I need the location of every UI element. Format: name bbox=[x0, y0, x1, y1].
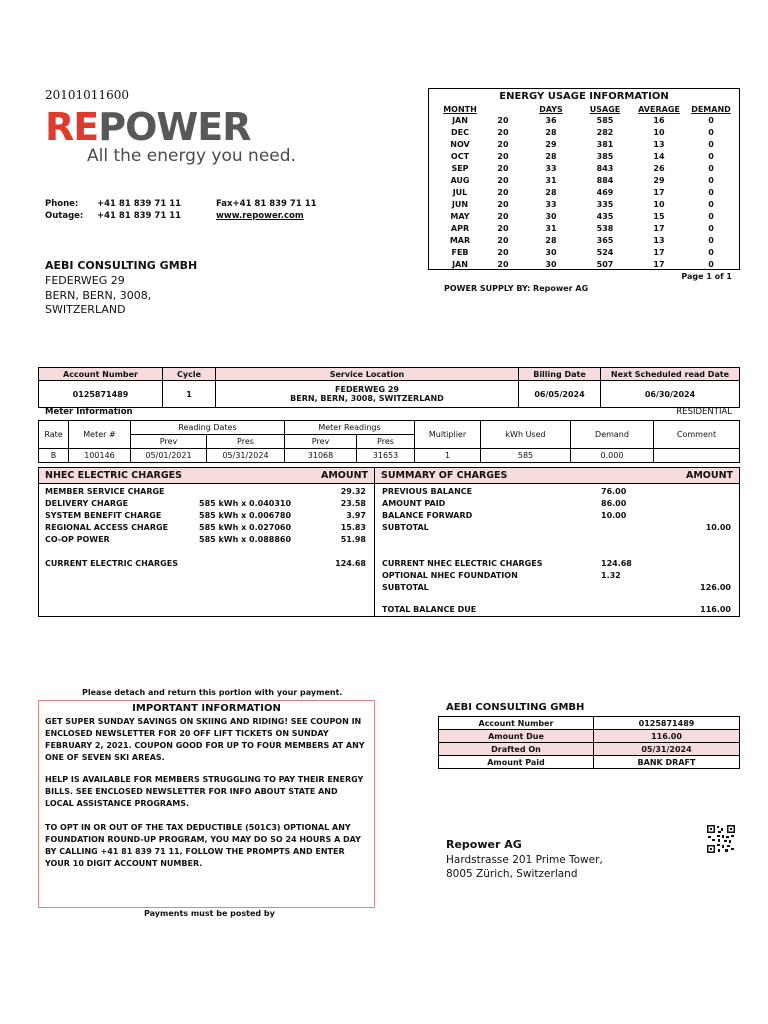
amount-due: 116.00 bbox=[594, 730, 740, 743]
comment-header: Comment bbox=[654, 421, 740, 449]
amount-due-label: Amount Due bbox=[439, 730, 594, 743]
charge-label: MEMBER SERVICE CHARGE bbox=[45, 487, 165, 496]
amount-paid-label: AMOUNT PAID bbox=[382, 499, 446, 508]
prev-date-header: Prev bbox=[131, 435, 207, 449]
usage-col-month: MONTH bbox=[443, 105, 477, 114]
usage-cell: OCT bbox=[450, 152, 470, 161]
payment-posted-note: Payments must be posted by bbox=[144, 909, 275, 918]
usage-row bbox=[437, 127, 735, 139]
usage-row bbox=[437, 247, 735, 259]
cycle: 1 bbox=[163, 381, 216, 408]
usage-cell: 0 bbox=[708, 176, 714, 185]
charge-label: REGIONAL ACCESS CHARGE bbox=[45, 523, 169, 532]
usage-cell: JAN bbox=[452, 116, 468, 125]
fax-number: Fax+41 81 839 71 11 bbox=[216, 199, 317, 209]
summary-title: SUMMARY OF CHARGES bbox=[381, 470, 508, 481]
charge-amount: 15.83 bbox=[340, 523, 366, 532]
usage-cell: 0 bbox=[708, 224, 714, 233]
usage-cell: AUG bbox=[450, 176, 470, 185]
logo-power: POWER bbox=[98, 105, 251, 149]
usage-col-average: AVERAGE bbox=[638, 105, 680, 114]
usage-cell: 31 bbox=[545, 224, 557, 233]
subtotal-2-label: SUBTOTAL bbox=[382, 583, 429, 592]
usage-cell: 31 bbox=[545, 176, 557, 185]
stub-account-number: 0125871489 bbox=[594, 717, 740, 730]
usage-cell: 381 bbox=[596, 140, 614, 149]
phone-number: +41 81 839 71 11 bbox=[97, 199, 182, 209]
usage-col-usage: USAGE bbox=[589, 105, 621, 114]
usage-cell: 17 bbox=[653, 224, 665, 233]
remit-address-line2: 8005 Zürich, Switzerland bbox=[446, 867, 578, 880]
total-balance-due: 116.00 bbox=[700, 605, 731, 614]
charge-detail: 585 kWh x 0.006780 bbox=[199, 511, 292, 520]
meter-table bbox=[38, 420, 740, 463]
usage-cell: 20 bbox=[497, 116, 509, 125]
document-id: 20101011600 bbox=[45, 88, 129, 102]
billing-date: 06/05/2024 bbox=[519, 381, 601, 408]
usage-cell: 17 bbox=[653, 188, 665, 197]
usage-cell: 20 bbox=[497, 200, 509, 209]
charge-label: DELIVERY CHARGE bbox=[45, 499, 129, 508]
usage-cell: 335 bbox=[596, 200, 614, 209]
usage-row bbox=[437, 151, 735, 163]
meter-information-label: Meter Information bbox=[45, 407, 133, 417]
usage-row bbox=[437, 199, 735, 211]
info-paragraph-ski: GET SUPER SUNDAY SAVINGS ON SKIING AND RIDING! SEE COUPON IN ENCLOSED NEWSLETTER FOR 20 OFF LIFT TICKETS ON SUNDAY FEBRUARY 2, 2021. COUPON GOOD FOR UP TO FOUR MEMBERS AT ANY ONE OF SEVEN SKI AREAS. bbox=[45, 717, 365, 762]
usage-cell: 30 bbox=[545, 260, 557, 269]
stub-customer-name: AEBI CONSULTING GMBH bbox=[446, 702, 585, 713]
charge-amount: 23.58 bbox=[340, 499, 366, 508]
usage-cell: JUL bbox=[452, 188, 468, 197]
drafted-on-label: Drafted On bbox=[439, 743, 594, 756]
charge-amount: 3.97 bbox=[346, 511, 366, 520]
subtotal-2: 126.00 bbox=[700, 583, 731, 592]
demand-value: 0.000 bbox=[571, 449, 654, 463]
energy-usage-panel bbox=[428, 88, 740, 270]
reading-dates-header: Reading Dates bbox=[131, 421, 285, 435]
detach-instruction: Please detach and return this portion with your payment. bbox=[82, 688, 343, 697]
prev-read-date: 05/01/2021 bbox=[131, 449, 207, 463]
subtotal-1-label: SUBTOTAL bbox=[382, 523, 429, 532]
usage-cell: JUN bbox=[451, 200, 469, 209]
energy-usage-table bbox=[437, 104, 735, 271]
payment-summary-table bbox=[438, 716, 740, 769]
total-balance-due-label: TOTAL BALANCE DUE bbox=[382, 605, 477, 614]
kwh-used-header: kWh Used bbox=[481, 421, 571, 449]
usage-cell: 33 bbox=[545, 164, 557, 173]
website-link[interactable]: www.repower.com bbox=[216, 211, 304, 221]
usage-cell: 20 bbox=[497, 260, 509, 269]
account-table bbox=[38, 367, 740, 408]
usage-cell: FEB bbox=[451, 248, 469, 257]
demand-header: Demand bbox=[571, 421, 654, 449]
phone-label: Phone: bbox=[45, 199, 79, 209]
usage-cell: 20 bbox=[497, 164, 509, 173]
usage-row bbox=[437, 223, 735, 235]
prev-reading: 31068 bbox=[285, 449, 357, 463]
usage-cell: 13 bbox=[653, 140, 665, 149]
usage-cell: APR bbox=[450, 224, 470, 233]
service-type: RESIDENTIAL bbox=[676, 407, 732, 417]
usage-cell: 0 bbox=[708, 236, 714, 245]
important-information-box bbox=[38, 700, 375, 908]
next-read-date: 06/30/2024 bbox=[601, 381, 740, 408]
page-indicator: Page 1 of 1 bbox=[681, 272, 732, 281]
usage-cell: 15 bbox=[653, 212, 665, 221]
usage-cell: 0 bbox=[708, 164, 714, 173]
subtotal-1: 10.00 bbox=[705, 523, 731, 532]
important-information-title: IMPORTANT INFORMATION bbox=[132, 703, 281, 714]
usage-cell: 14 bbox=[653, 152, 665, 161]
usage-cell: 365 bbox=[596, 236, 614, 245]
usage-cell: 843 bbox=[596, 164, 614, 173]
repower-logo bbox=[45, 105, 305, 168]
usage-cell: 20 bbox=[497, 248, 509, 257]
logo-re: RE bbox=[45, 105, 99, 149]
usage-cell: 28 bbox=[545, 236, 557, 245]
logo-tagline: All the energy you need. bbox=[87, 146, 296, 166]
customer-address-line1: FEDERWEG 29 bbox=[45, 274, 125, 287]
outage-label: Outage: bbox=[45, 211, 84, 221]
customer-address-line3: SWITZERLAND bbox=[45, 303, 126, 316]
optional-foundation-label: OPTIONAL NHEC FOUNDATION bbox=[382, 571, 518, 580]
previous-balance-label: PREVIOUS BALANCE bbox=[382, 487, 473, 496]
usage-cell: 20 bbox=[497, 212, 509, 221]
usage-cell: 282 bbox=[596, 128, 614, 137]
usage-cell: 435 bbox=[596, 212, 614, 221]
usage-cell: 20 bbox=[497, 224, 509, 233]
current-electric-charges-amount: 124.68 bbox=[335, 559, 366, 568]
usage-col-demand: DEMAND bbox=[691, 105, 731, 114]
current-nhec-charges-label: CURRENT NHEC ELECTRIC CHARGES bbox=[382, 559, 543, 568]
meter-readings-header: Meter Readings bbox=[285, 421, 415, 435]
service-location-line1: FEDERWEG 29 bbox=[335, 385, 399, 394]
usage-cell: 20 bbox=[497, 128, 509, 137]
usage-cell: 29 bbox=[545, 140, 557, 149]
usage-cell: 28 bbox=[545, 128, 557, 137]
current-nhec-charges: 124.68 bbox=[601, 559, 632, 568]
usage-cell: 538 bbox=[596, 224, 614, 233]
usage-cell: 20 bbox=[497, 236, 509, 245]
rate-header: Rate bbox=[39, 421, 69, 449]
previous-balance: 76.00 bbox=[601, 487, 627, 496]
usage-col-days: DAYS bbox=[539, 105, 563, 114]
usage-cell: 20 bbox=[497, 152, 509, 161]
usage-cell: 13 bbox=[653, 236, 665, 245]
usage-cell: 10 bbox=[653, 200, 665, 209]
charge-detail: 585 kWh x 0.027060 bbox=[199, 523, 292, 532]
usage-cell: 0 bbox=[708, 188, 714, 197]
amount-paid-stub: BANK DRAFT bbox=[594, 756, 740, 769]
service-location bbox=[216, 381, 519, 408]
usage-row bbox=[437, 115, 735, 127]
meter-number-header: Meter # bbox=[69, 421, 131, 449]
usage-cell: 507 bbox=[596, 260, 614, 269]
charges-divider bbox=[374, 468, 375, 616]
charge-label: CO-OP POWER bbox=[45, 535, 110, 544]
balance-forward: 10.00 bbox=[601, 511, 627, 520]
charges-panel bbox=[38, 467, 740, 617]
electric-charges-title: NHEC ELECTRIC CHARGES bbox=[45, 470, 183, 481]
usage-cell: 28 bbox=[545, 152, 557, 161]
service-location-header: Service Location bbox=[216, 368, 519, 381]
account-number-header: Account Number bbox=[39, 368, 163, 381]
remit-address-line1: Hardstrasse 201 Prime Tower, bbox=[446, 854, 603, 866]
usage-cell: 28 bbox=[545, 188, 557, 197]
usage-cell: JAN bbox=[452, 260, 468, 269]
usage-cell: 0 bbox=[708, 152, 714, 161]
outage-number: +41 81 839 71 11 bbox=[97, 211, 182, 221]
usage-cell: MAY bbox=[450, 212, 470, 221]
usage-cell: 33 bbox=[545, 200, 557, 209]
usage-cell: 0 bbox=[708, 140, 714, 149]
current-electric-charges-label: CURRENT ELECTRIC CHARGES bbox=[45, 559, 178, 568]
usage-cell: 884 bbox=[596, 176, 614, 185]
kwh-used-value: 585 bbox=[481, 449, 571, 463]
usage-cell: 0 bbox=[708, 248, 714, 257]
qr-code-icon bbox=[707, 825, 735, 853]
usage-row bbox=[437, 187, 735, 199]
usage-cell: 30 bbox=[545, 212, 557, 221]
usage-cell: 10 bbox=[653, 128, 665, 137]
charge-label: SYSTEM BENEFIT CHARGE bbox=[45, 511, 162, 520]
usage-cell: 0 bbox=[708, 200, 714, 209]
pres-reading-header: Pres bbox=[357, 435, 415, 449]
drafted-on: 05/31/2024 bbox=[594, 743, 740, 756]
usage-cell: 469 bbox=[596, 188, 614, 197]
customer-name: AEBI CONSULTING GMBH bbox=[45, 259, 198, 272]
summary-header bbox=[375, 468, 739, 484]
pres-read-date: 05/31/2024 bbox=[207, 449, 285, 463]
usage-cell: 585 bbox=[596, 116, 614, 125]
usage-col-blank bbox=[483, 104, 523, 115]
electric-charges-header bbox=[39, 468, 374, 484]
usage-cell: NOV bbox=[450, 140, 470, 149]
pres-date-header: Pres bbox=[207, 435, 285, 449]
usage-cell: 17 bbox=[653, 248, 665, 257]
rate-value: B bbox=[39, 449, 69, 463]
power-supplier: POWER SUPPLY BY: Repower AG bbox=[444, 284, 589, 293]
usage-cell: 20 bbox=[497, 140, 509, 149]
summary-amount-label: AMOUNT bbox=[685, 470, 733, 481]
usage-cell: 29 bbox=[653, 176, 665, 185]
usage-cell: 36 bbox=[545, 116, 557, 125]
amount-paid-stub-label: Amount Paid bbox=[439, 756, 594, 769]
usage-cell: 0 bbox=[708, 260, 714, 269]
customer-address-line2: BERN, BERN, 3008, bbox=[45, 289, 152, 302]
amount-paid: 86.00 bbox=[601, 499, 627, 508]
usage-row bbox=[437, 163, 735, 175]
multiplier-value: 1 bbox=[415, 449, 481, 463]
usage-cell: 524 bbox=[596, 248, 614, 257]
usage-cell: 20 bbox=[497, 176, 509, 185]
meter-number: 100146 bbox=[69, 449, 131, 463]
energy-usage-title: ENERGY USAGE INFORMATION bbox=[499, 91, 669, 102]
charge-detail: 585 kWh x 0.088860 bbox=[199, 535, 292, 544]
charge-amount: 51.98 bbox=[340, 535, 366, 544]
usage-cell: MAR bbox=[449, 236, 471, 245]
account-number: 0125871489 bbox=[39, 381, 163, 408]
usage-cell: 0 bbox=[708, 128, 714, 137]
remit-company-name: Repower AG bbox=[446, 838, 522, 851]
usage-cell: 30 bbox=[545, 248, 557, 257]
stub-account-number-label: Account Number bbox=[439, 717, 594, 730]
service-location-line2: BERN, BERN, 3008, SWITZERLAND bbox=[290, 394, 444, 403]
cycle-header: Cycle bbox=[163, 368, 216, 381]
balance-forward-label: BALANCE FORWARD bbox=[382, 511, 473, 520]
prev-reading-header: Prev bbox=[285, 435, 357, 449]
info-paragraph-roundup: TO OPT IN OR OUT OF THE TAX DEDUCTIBLE (501C3) OPTIONAL ANY FOUNDATION ROUND-UP PROGRAM, YOU MAY DO SO 24 HOURS A DAY BY CALLING +41 81 839 71 11, FOLLOW THE PROMPTS AND ENTER YOUR 10 DIGIT ACCOUNT NUMBER. bbox=[45, 823, 361, 868]
usage-cell: 17 bbox=[653, 260, 665, 269]
pres-reading: 31653 bbox=[357, 449, 415, 463]
usage-cell: 0 bbox=[708, 212, 714, 221]
optional-foundation: 1.32 bbox=[601, 571, 621, 580]
comment-value bbox=[654, 449, 740, 463]
remit-address bbox=[446, 854, 603, 881]
usage-cell: DEC bbox=[451, 128, 469, 137]
billing-date-header: Billing Date bbox=[519, 368, 601, 381]
charge-amount: 29.32 bbox=[340, 487, 366, 496]
usage-cell: 16 bbox=[653, 116, 665, 125]
usage-cell: 385 bbox=[596, 152, 614, 161]
next-read-header: Next Scheduled read Date bbox=[601, 368, 740, 381]
charge-detail: 585 kWh x 0.040310 bbox=[199, 499, 292, 508]
usage-cell: 26 bbox=[653, 164, 665, 173]
electric-charges-amount-label: AMOUNT bbox=[320, 470, 368, 481]
usage-row bbox=[437, 211, 735, 223]
usage-row bbox=[437, 175, 735, 187]
usage-cell: 0 bbox=[708, 116, 714, 125]
usage-row bbox=[437, 259, 735, 271]
multiplier-header: Multiplier bbox=[415, 421, 481, 449]
usage-cell: SEP bbox=[451, 164, 469, 173]
usage-row bbox=[437, 235, 735, 247]
usage-cell: 20 bbox=[497, 188, 509, 197]
usage-row bbox=[437, 139, 735, 151]
info-paragraph-assistance: HELP IS AVAILABLE FOR MEMBERS STRUGGLING TO PAY THEIR ENERGY BILLS. SEE ENCLOSED NEWSLETTER FOR INFO ABOUT STATE AND LOCAL ASSISTANCE PROGRAMS. bbox=[45, 775, 364, 808]
